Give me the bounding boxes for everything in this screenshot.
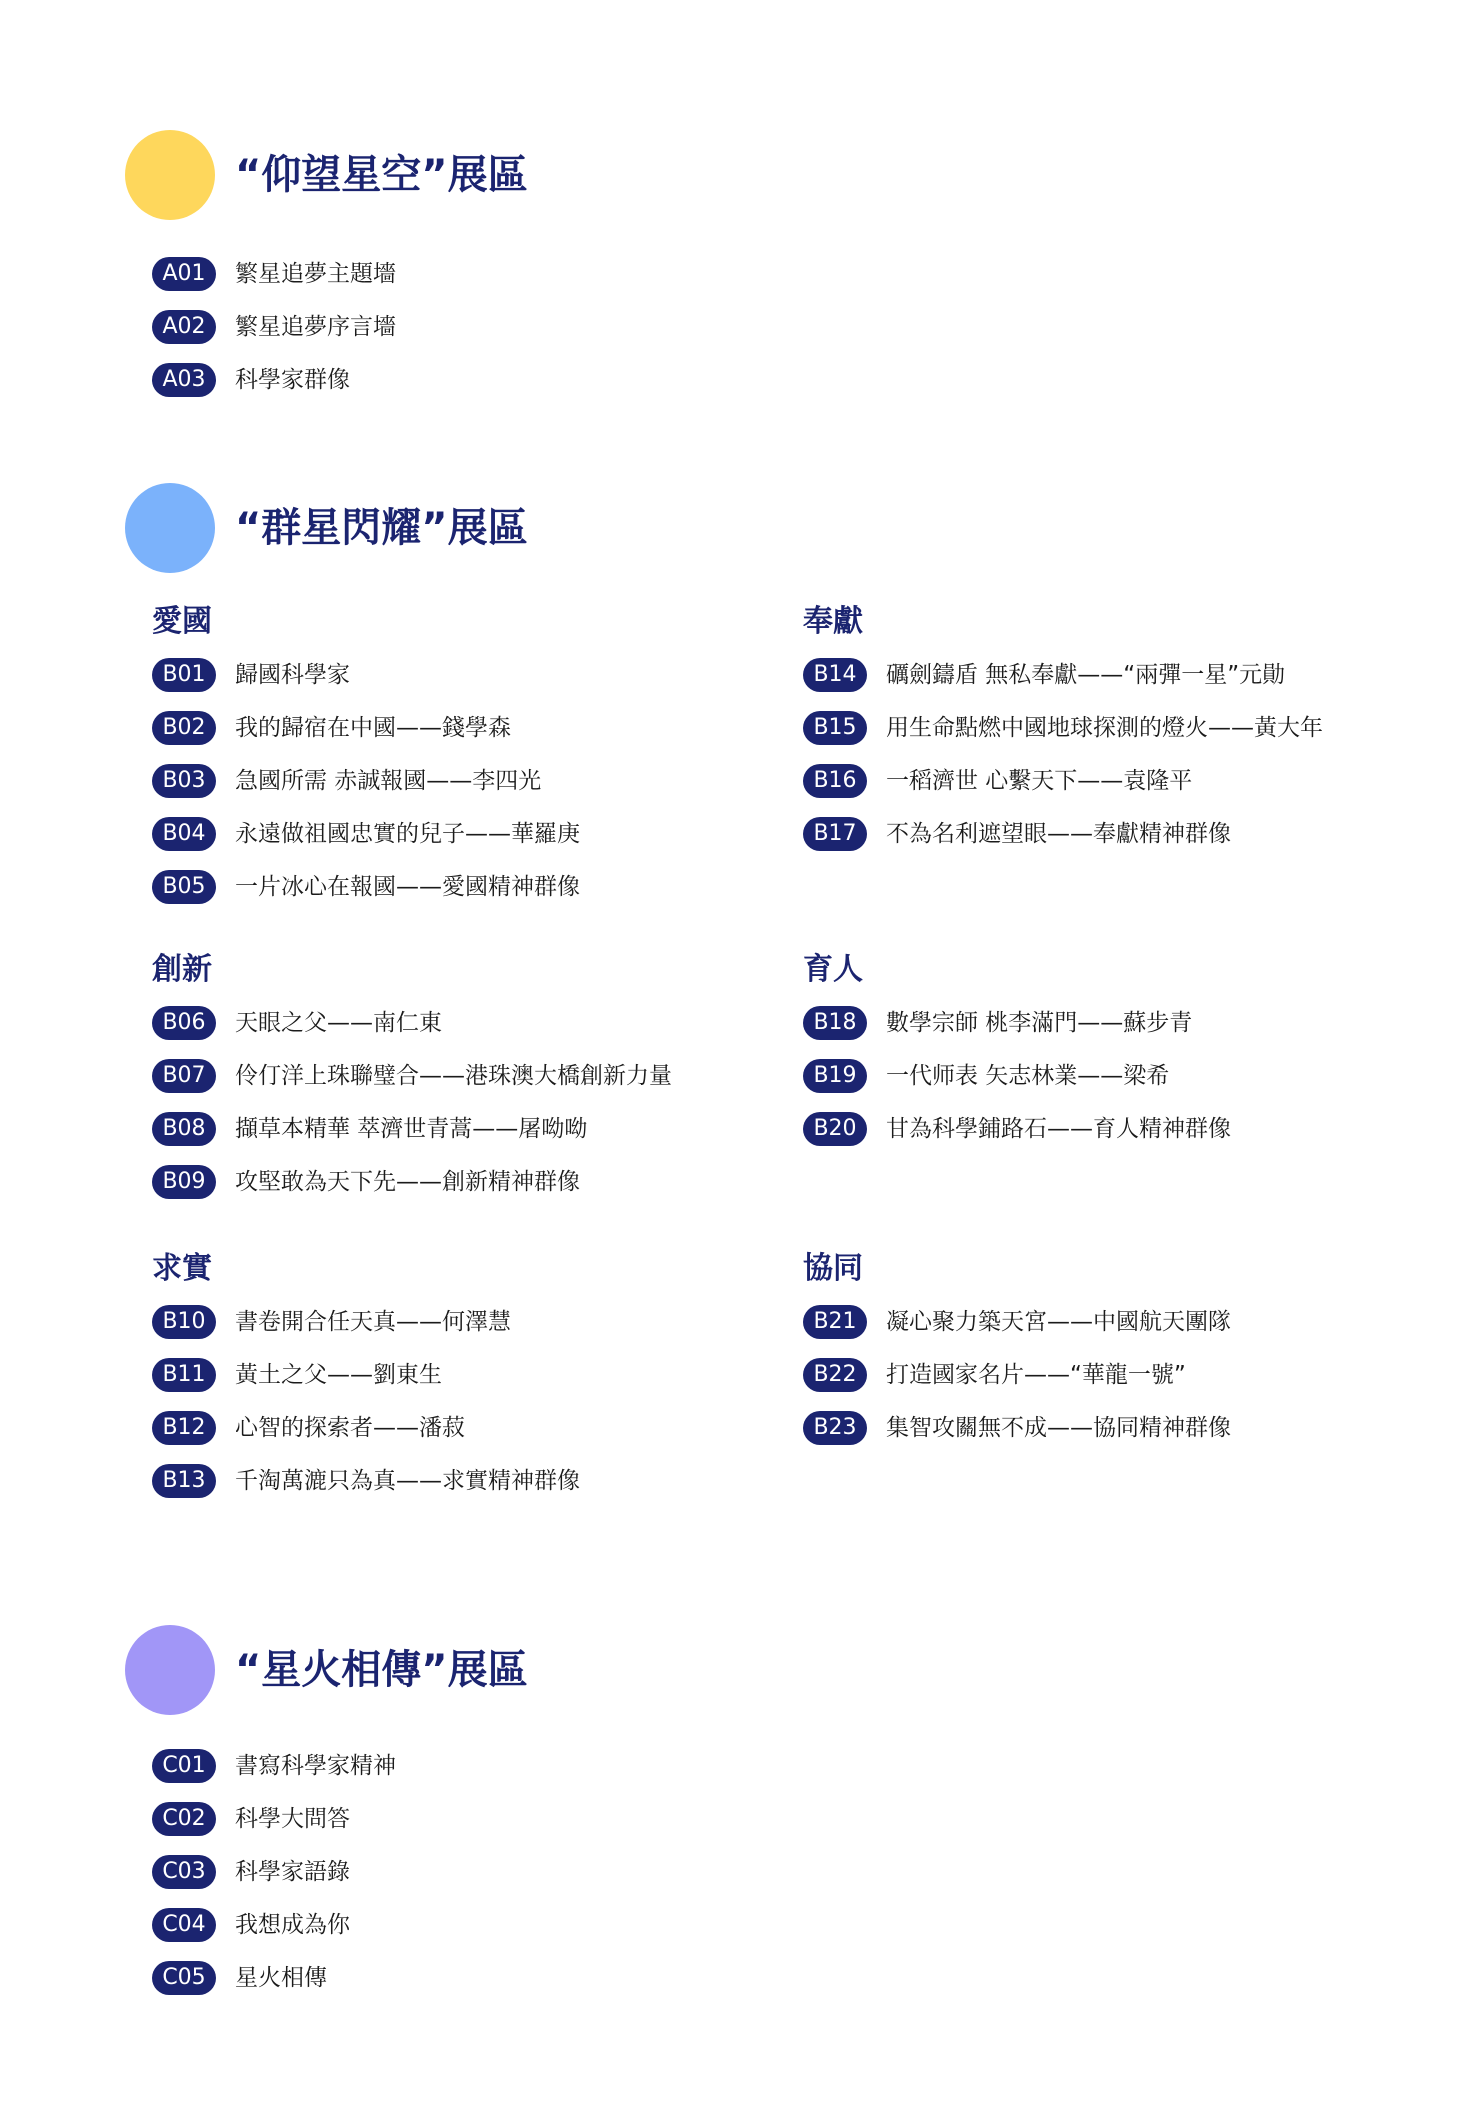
item-label: 急國所需 赤誠報國——李四光 [235, 768, 542, 794]
list-item [152, 1006, 792, 1040]
zone-b-title: “群星閃耀”展區 [235, 505, 528, 551]
category-title: 奉獻 [803, 604, 863, 639]
item-code-badge: B10 [152, 1305, 216, 1339]
list-item [152, 658, 792, 692]
list-item [803, 764, 1443, 798]
item-label: 繁星追夢主題墻 [235, 261, 396, 287]
list-item [803, 711, 1443, 745]
item-label: 攻堅敢為天下先——創新精神群像 [235, 1169, 580, 1195]
category-title: 協同 [803, 1251, 863, 1286]
list-item [152, 870, 792, 904]
zone-a-title: “仰望星空”展區 [235, 152, 528, 198]
item-code-badge: B20 [803, 1112, 867, 1146]
item-code-badge: A02 [152, 310, 216, 344]
list-item [152, 310, 792, 344]
list-item [152, 1961, 792, 1995]
list-item [152, 1112, 792, 1146]
list-item [152, 363, 792, 397]
item-label: 天眼之父——南仁東 [235, 1010, 442, 1036]
item-code-badge: C01 [152, 1749, 216, 1783]
item-label: 一代师表 矢志林業——梁希 [886, 1063, 1170, 1089]
list-item [152, 711, 792, 745]
item-label: 集智攻關無不成——協同精神群像 [886, 1415, 1231, 1441]
item-label: 甘為科學鋪路石——育人精神群像 [886, 1116, 1231, 1142]
item-label: 心智的探索者——潘菽 [235, 1415, 465, 1441]
list-item [152, 817, 792, 851]
item-label: 書寫科學家精神 [235, 1753, 396, 1779]
category-title: 求實 [152, 1251, 212, 1286]
list-item [152, 1802, 792, 1836]
item-label: 伶仃洋上珠聯璧合——港珠澳大橋創新力量 [235, 1063, 672, 1089]
item-code-badge: A03 [152, 363, 216, 397]
item-code-badge: B13 [152, 1464, 216, 1498]
zone-c-dot-icon [125, 1625, 215, 1715]
item-label: 黃土之父——劉東生 [235, 1362, 442, 1388]
item-code-badge: C05 [152, 1961, 216, 1995]
item-code-badge: B15 [803, 711, 867, 745]
list-item [152, 1749, 792, 1783]
item-label: 永遠做祖國忠實的兒子——華羅庚 [235, 821, 580, 847]
item-label: 千淘萬漉只為真——求實精神群像 [235, 1468, 580, 1494]
item-code-badge: B04 [152, 817, 216, 851]
item-code-badge: B11 [152, 1358, 216, 1392]
item-label: 不為名利遮望眼——奉獻精神群像 [886, 821, 1231, 847]
item-code-badge: B01 [152, 658, 216, 692]
list-item [803, 1006, 1443, 1040]
item-code-badge: B09 [152, 1165, 216, 1199]
item-code-badge: B05 [152, 870, 216, 904]
item-code-badge: B14 [803, 658, 867, 692]
list-item [803, 1112, 1443, 1146]
category-title: 創新 [152, 952, 212, 987]
item-label: 我想成為你 [235, 1912, 350, 1938]
item-label: 繁星追夢序言墻 [235, 314, 396, 340]
item-code-badge: B06 [152, 1006, 216, 1040]
list-item [152, 1059, 792, 1093]
item-code-badge: C03 [152, 1855, 216, 1889]
list-item [803, 817, 1443, 851]
item-label: 科學大問答 [235, 1806, 350, 1832]
list-item [803, 658, 1443, 692]
item-label: 數學宗師 桃李滿門——蘇步青 [886, 1010, 1193, 1036]
zone-b-dot-icon [125, 483, 215, 573]
list-item [152, 1908, 792, 1942]
zone-c-title: “星火相傳”展區 [235, 1647, 528, 1693]
list-item [152, 1305, 792, 1339]
item-code-badge: B02 [152, 711, 216, 745]
item-code-badge: B16 [803, 764, 867, 798]
item-code-badge: B23 [803, 1411, 867, 1445]
item-code-badge: B18 [803, 1006, 867, 1040]
item-label: 星火相傳 [235, 1965, 327, 1991]
item-code-badge: B19 [803, 1059, 867, 1093]
item-label: 擷草本精華 萃濟世青蒿——屠呦呦 [235, 1116, 588, 1142]
zone-b-header [125, 483, 1025, 573]
item-label: 科學家語錄 [235, 1859, 350, 1885]
list-item [152, 1358, 792, 1392]
item-code-badge: B12 [152, 1411, 216, 1445]
list-item [152, 257, 792, 291]
item-label: 用生命點燃中國地球探測的燈火——黃大年 [886, 715, 1323, 741]
category-title: 育人 [803, 952, 863, 987]
item-label: 一稻濟世 心繫天下——袁隆平 [886, 768, 1193, 794]
item-code-badge: A01 [152, 257, 216, 291]
list-item [152, 1855, 792, 1889]
item-label: 科學家群像 [235, 367, 350, 393]
item-code-badge: B08 [152, 1112, 216, 1146]
item-code-badge: B07 [152, 1059, 216, 1093]
item-label: 歸國科學家 [235, 662, 350, 688]
list-item [152, 1464, 792, 1498]
item-label: 礪劍鑄盾 無私奉獻——“兩彈一星”元勛 [886, 662, 1286, 688]
list-item [152, 764, 792, 798]
list-item [803, 1305, 1443, 1339]
list-item [803, 1059, 1443, 1093]
item-code-badge: C04 [152, 1908, 216, 1942]
item-label: 我的歸宿在中國——錢學森 [235, 715, 511, 741]
list-item [152, 1165, 792, 1199]
category-title: 愛國 [152, 604, 212, 639]
list-item [803, 1411, 1443, 1445]
item-code-badge: B03 [152, 764, 216, 798]
item-label: 一片冰心在報國——愛國精神群像 [235, 874, 580, 900]
zone-c-header [125, 1625, 1025, 1715]
zone-a-dot-icon [125, 130, 215, 220]
zone-a-header [125, 130, 1025, 220]
item-label: 書卷開合任天真——何澤慧 [235, 1309, 511, 1335]
list-item [152, 1411, 792, 1445]
item-label: 凝心聚力築天宮——中國航天團隊 [886, 1309, 1231, 1335]
list-item [803, 1358, 1443, 1392]
item-code-badge: C02 [152, 1802, 216, 1836]
item-code-badge: B21 [803, 1305, 867, 1339]
item-label: 打造國家名片——“華龍一號” [886, 1362, 1186, 1388]
item-code-badge: B22 [803, 1358, 867, 1392]
item-code-badge: B17 [803, 817, 867, 851]
